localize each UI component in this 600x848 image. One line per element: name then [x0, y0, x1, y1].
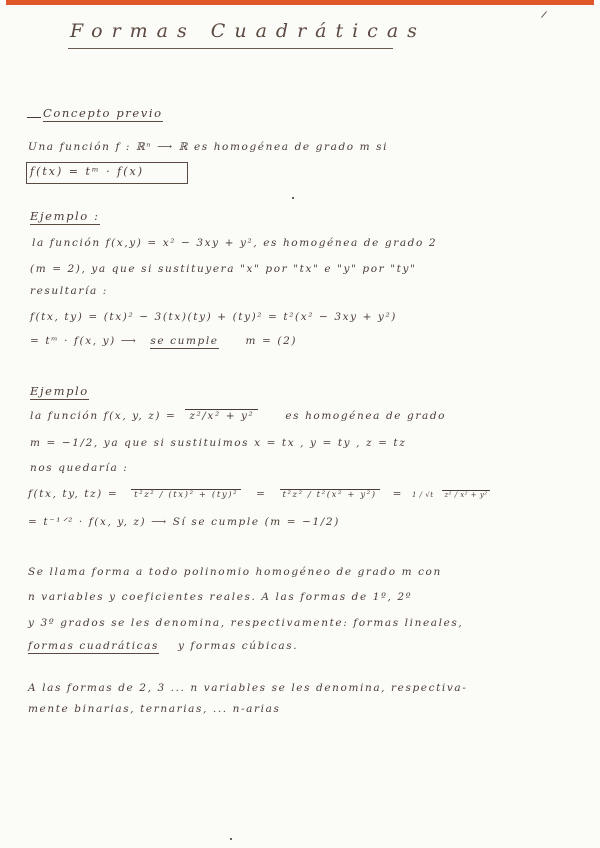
- bullet-arrow: [27, 117, 41, 118]
- ejemplo2-line4-lhs: f(tx, ty, tz) =: [28, 488, 119, 500]
- ejemplo2-line4-eq: =: [256, 488, 267, 500]
- formas-line5: A las formas de 2, 3 ... n variables se les denomina, respectiva-: [28, 682, 468, 694]
- page-corner-left: [0, 0, 6, 5]
- formas-line4-rest: y formas cúbicas.: [177, 640, 299, 652]
- ejemplo2-line4: [28, 488, 490, 500]
- page-corner-right: [594, 0, 600, 5]
- ejemplo1-line4: f(tx, ty) = (tx)² − 3(tx)(ty) + (ty)² = t²(x² − 3xy + y²): [30, 311, 397, 323]
- ejemplo2-sqrt-3: z² / x² + y²: [444, 491, 488, 499]
- ink-dot-bottom: [230, 838, 232, 840]
- formas-line1: Se llama forma a todo polinomio homogéneo de grado m con: [28, 566, 442, 578]
- ejemplo2-line1-prefix: la función f(x, y, z) =: [30, 410, 177, 422]
- se-cumple-underlined: se cumple: [150, 335, 219, 347]
- formas-line3: y 3º grados se les denomina, respectivamente: formas lineales,: [28, 617, 464, 629]
- concepto-line1: Una función f : ℝⁿ ⟶ ℝ es homogénea de grado m si: [28, 141, 389, 153]
- ejemplo2-sqrt-1: t²z² / (tx)² + (ty)²: [131, 489, 241, 500]
- ejemplo2-line1: [30, 409, 446, 422]
- ink-dot: [292, 197, 294, 199]
- formas-line6: mente binarias, ternarias, ... n-arias: [28, 703, 281, 715]
- ejemplo1-line5-prefix: = tᵐ · f(x, y) ⟶: [30, 335, 138, 347]
- ejemplo1-line5-suffix: m = (2): [245, 335, 298, 347]
- formas-cuadraticas-underlined: formas cuadráticas: [28, 640, 159, 652]
- ejemplo1-line1: la función f(x,y) = x² − 3xy + y², es homogénea de grado 2: [32, 237, 438, 249]
- ejemplo2-line3: nos quedaría :: [30, 462, 129, 474]
- page-top-edge: [0, 0, 600, 5]
- title-underline: [68, 48, 393, 49]
- formas-line4: [28, 640, 298, 652]
- homogeneity-formula: f(tx) = tᵐ · f(x): [30, 165, 145, 178]
- ejemplo2-frac: 1 / √t: [411, 491, 434, 499]
- ejemplo2-line5: = t⁻¹ᐟ² · f(x, y, z) ⟶ Sí se cumple (m = −1/2): [28, 516, 340, 528]
- ejemplo1-line2: (m = 2), ya que si sustituyera "x" por "tx" e "y" por "ty": [30, 263, 417, 275]
- ejemplo1-line3: resultaría :: [30, 285, 108, 297]
- ejemplo2-sqrt-radicand: z²/x² + y²: [185, 409, 258, 422]
- ejemplo1-heading: Ejemplo :: [30, 209, 100, 223]
- formas-line2: n variables y coeficientes reales. A las formas de 1º, 2º: [28, 591, 413, 603]
- ejemplo2-sqrt-2: t²z² / t²(x² + y²): [280, 489, 380, 500]
- ejemplo2-line2: m = −1/2, ya que si sustituimos x = tx , y = ty , z = tz: [30, 437, 407, 449]
- ejemplo2-line4-eq2: =: [392, 488, 404, 500]
- ejemplo2-line1-suffix: es homogénea de grado: [285, 410, 447, 422]
- page-title: Formas Cuadráticas: [70, 20, 426, 42]
- tick-mark: [541, 11, 547, 18]
- concepto-heading: Concepto previo: [43, 106, 163, 120]
- ejemplo1-line5: [30, 335, 297, 347]
- ejemplo2-heading: Ejemplo: [30, 384, 89, 398]
